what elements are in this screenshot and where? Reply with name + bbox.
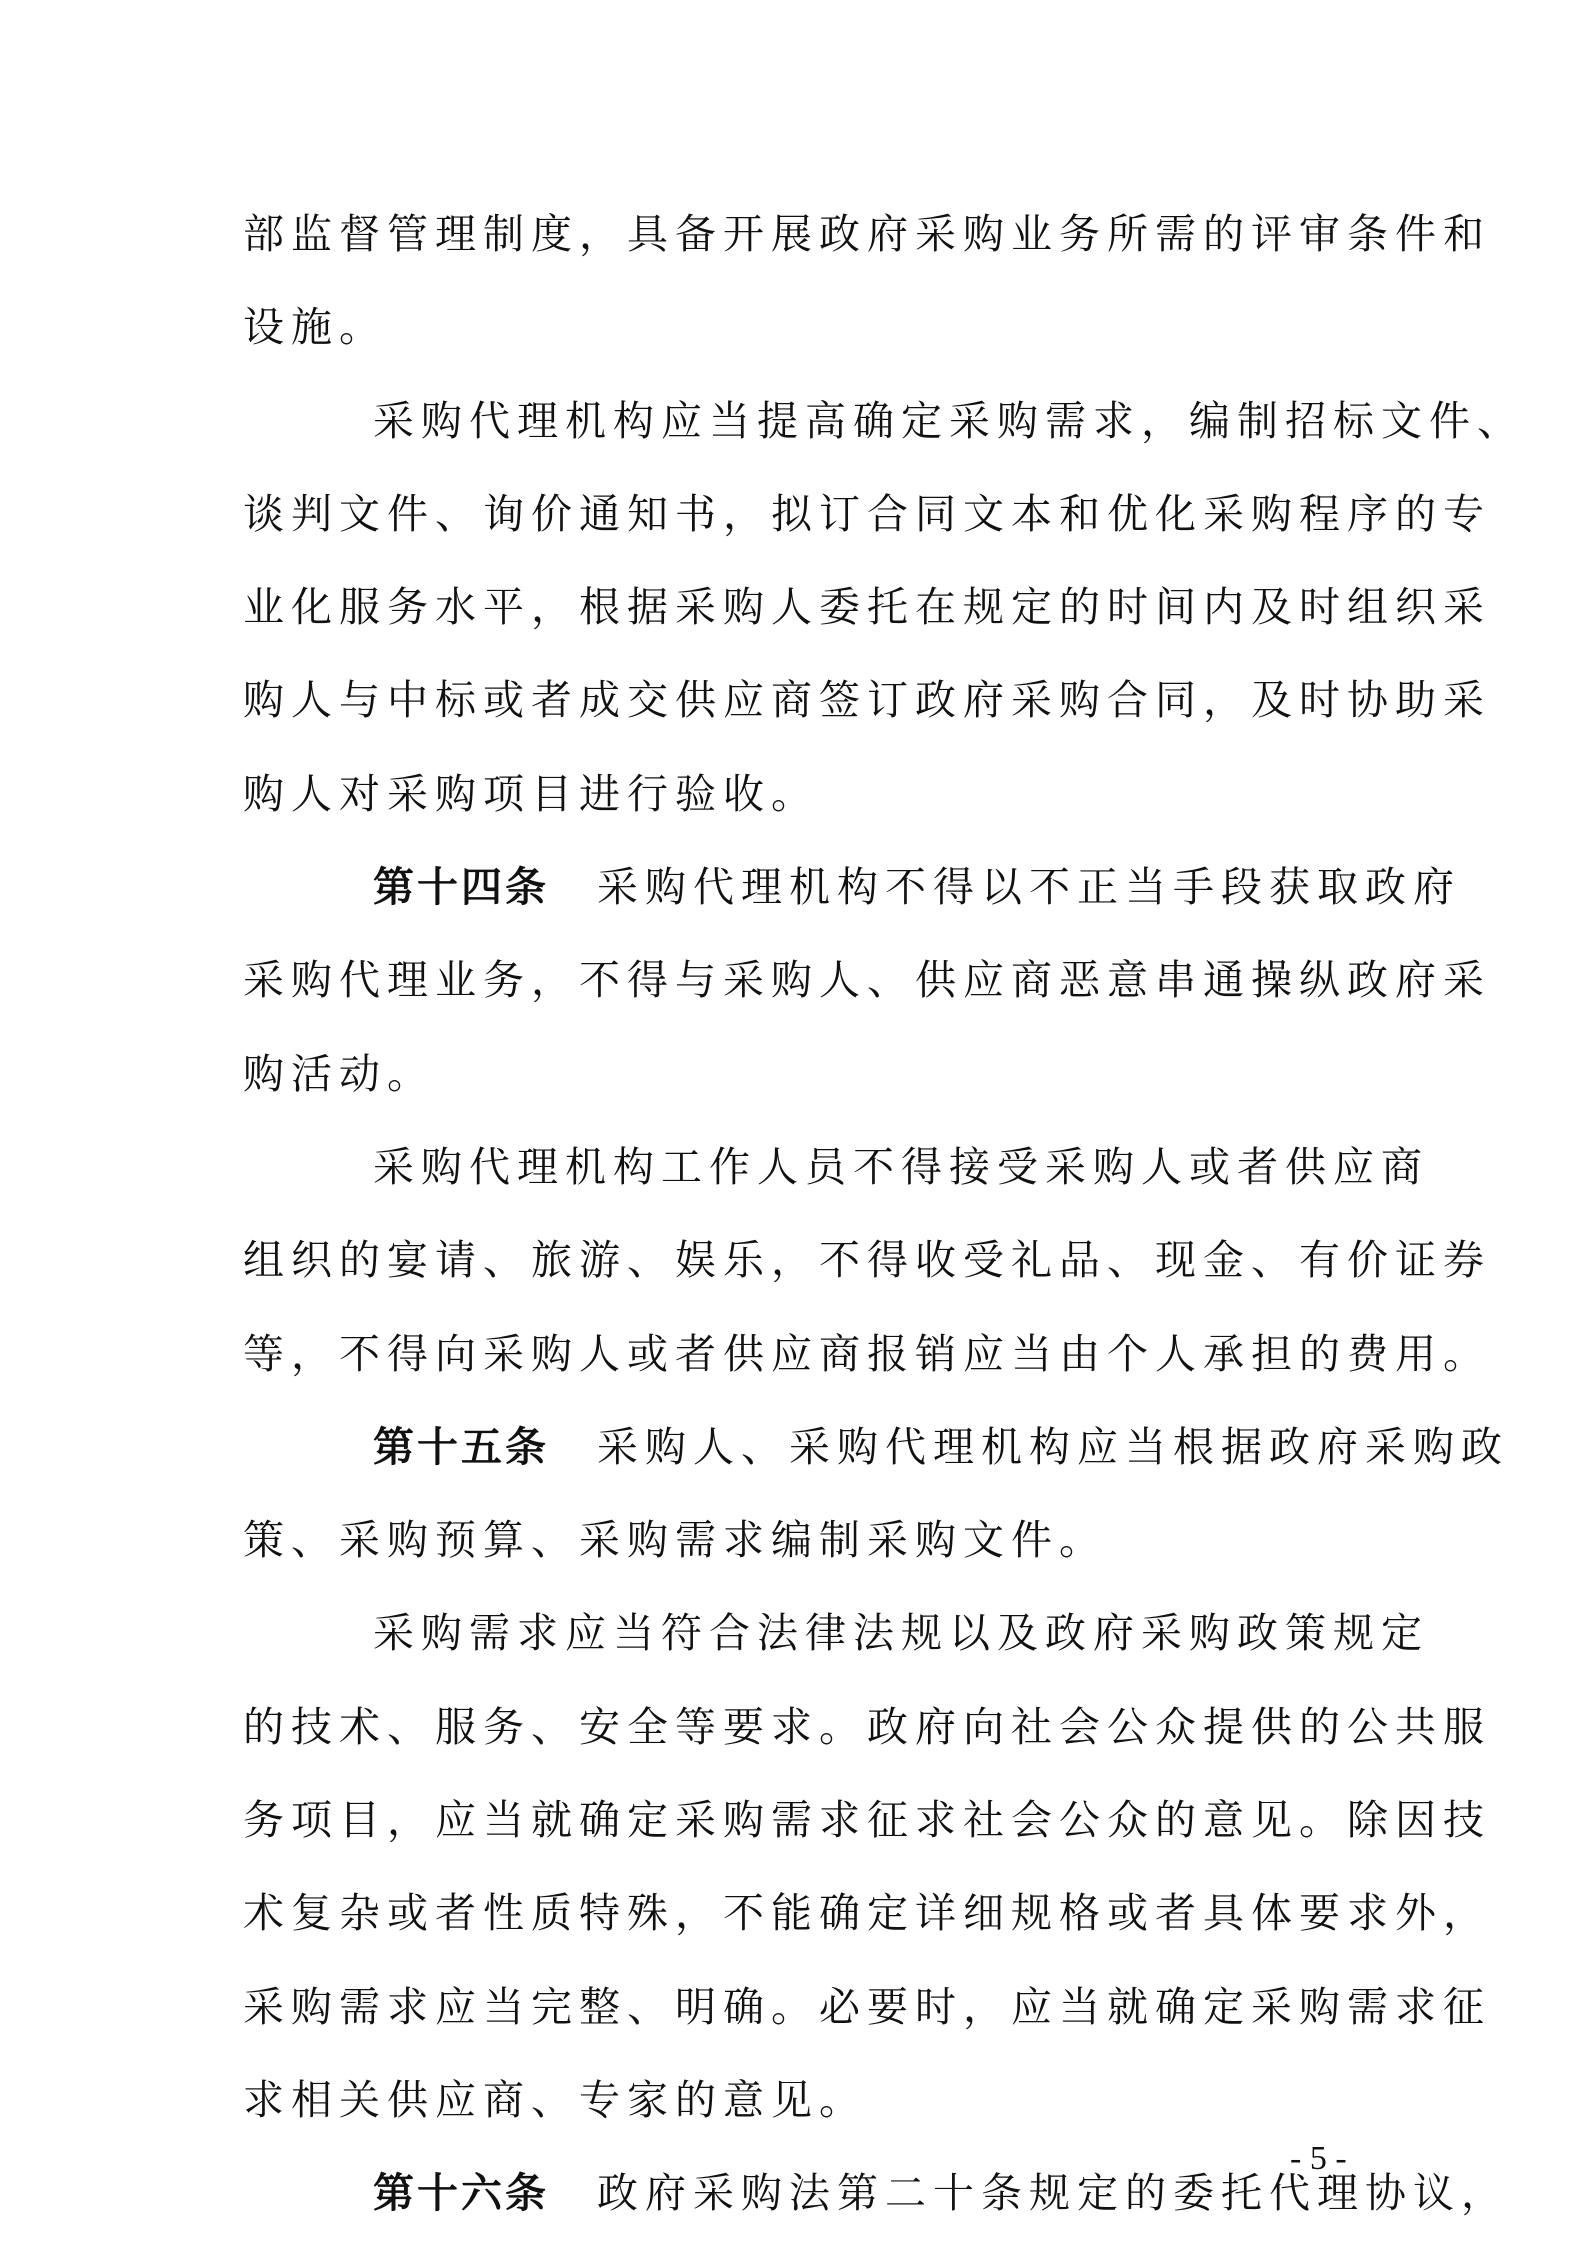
paragraph-first-line: 采购需求应当符合法律法规以及政府采购政策规定 bbox=[373, 1609, 1429, 1658]
text-line: 采购代理业务，不得与采购人、供应商恶意串通操纵政府采 bbox=[243, 956, 1491, 1005]
article-heading: 第十六条 bbox=[373, 2169, 549, 2218]
text-line: 等，不得向采购人或者供应商报销应当由个人承担的费用。 bbox=[243, 1329, 1491, 1378]
text-line: 购活动。 bbox=[243, 1049, 435, 1098]
text-line: 术复杂或者性质特殊，不能确定详细规格或者具体要求外， bbox=[243, 1889, 1491, 1938]
article-heading: 第十四条 bbox=[373, 863, 549, 912]
text-line: 的技术、服务、安全等要求。政府向社会公众提供的公共服 bbox=[243, 1702, 1491, 1751]
article-15-first-line bbox=[243, 1401, 1509, 1494]
text-line: 购人对采购项目进行验收。 bbox=[243, 769, 819, 818]
text-line: 务项目，应当就确定采购需求征求社会公众的意见。除因技 bbox=[243, 1796, 1491, 1845]
page-number: - 5 - bbox=[1290, 2140, 1347, 2177]
text-line: 设施。 bbox=[243, 303, 387, 352]
article-text: 政府采购法第二十条规定的委托代理协议， bbox=[597, 2169, 1509, 2218]
article-text: 采购人、采购代理机构应当根据政府采购政 bbox=[597, 1422, 1509, 1471]
article-text: 采购代理机构不得以不正当手段获取政府 bbox=[597, 863, 1461, 912]
text-line: 部监督管理制度，具备开展政府采购业务所需的评审条件和 bbox=[243, 210, 1491, 258]
text-line: 购人与中标或者成交供应商签订政府采购合同，及时协助采 bbox=[243, 676, 1491, 725]
paragraph-first-line: 采购代理机构工作人员不得接受采购人或者供应商 bbox=[373, 1142, 1429, 1191]
body-text bbox=[243, 188, 1525, 2241]
article-heading: 第十五条 bbox=[373, 1422, 549, 1471]
text-line: 策、采购预算、采购需求编制采购文件。 bbox=[243, 1516, 1107, 1565]
text-line: 组织的宴请、旅游、娱乐，不得收受礼品、现金、有价证券 bbox=[243, 1236, 1491, 1285]
text-line: 采购需求应当完整、明确。必要时，应当就确定采购需求征 bbox=[243, 1982, 1491, 2031]
text-line: 业化服务水平，根据采购人委托在规定的时间内及时组织采 bbox=[243, 583, 1491, 632]
paragraph-first-line: 采购代理机构应当提高确定采购需求，编制招标文件、 bbox=[373, 396, 1525, 445]
text-line: 谈判文件、询价通知书，拟订合同文本和优化采购程序的专 bbox=[243, 489, 1491, 538]
article-16-first-line bbox=[243, 2147, 1509, 2240]
text-line: 求相关供应商、专家的意见。 bbox=[243, 2075, 867, 2124]
article-14-first-line bbox=[243, 841, 1461, 934]
